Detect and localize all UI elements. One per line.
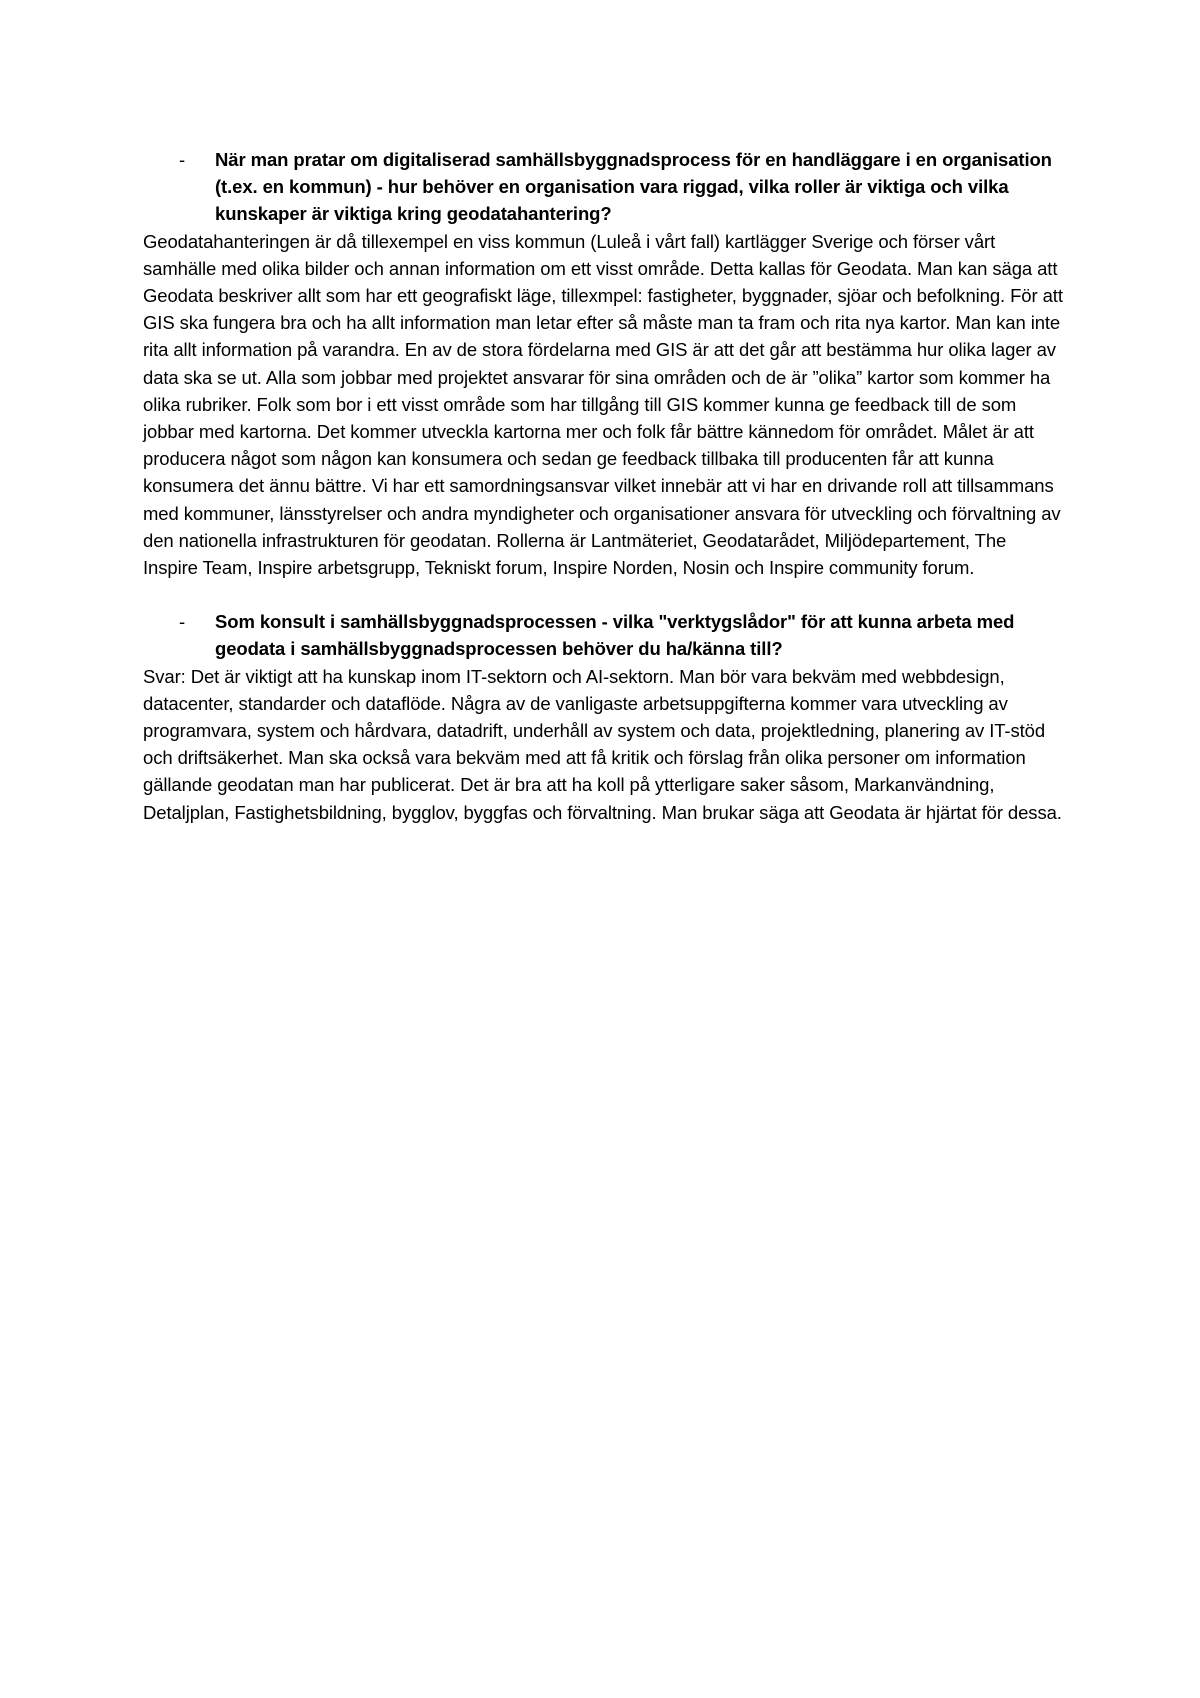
answer-1-paragraph: Geodatahanteringen är då tillexempel en viss kommun (Luleå i vårt fall) kartlägger Sverige och förser vårt samhälle med olika bilder och annan information om ett visst område. Detta kallas för Geodata. Man kan säga att Geodata beskriver allt som har ett geografiskt läge, tillexmpel: fastigheter, byggnader, sjöar och befolkning. För att GIS ska fungera bra och ha allt information man letar efter så måste man ta fram och rita nya kartor. Man kan inte rita allt information på varandra. En av de stora fördelarna med GIS är att det går att bestämma hur olika lager av data ska se ut. Alla som jobbar med projektet ansvarar för sina områden och de är ”olika” kartor som kommer ha olika rubriker. Folk som bor i ett visst område som har tillgång till GIS kommer kunna ge feedback till de som jobbar med kartorna. Det kommer utveckla kartorna mer och folk får bättre kännedom för området. Målet är att producera något som någon kan konsumera och sedan ge feedback tillbaka till producenten får att kunna konsumera det ännu bättre. Vi har ett samordningsansvar vilket innebär att vi har en drivande roll att tillsammans med kommuner, länsstyrelser och andra myndigheter och organisationer ansvara för utveckling och förvaltning av den nationella infrastrukturen för geodatan. Rollerna är Lantmäteriet, Geodatarådet, Miljödepartement, The Inspire Team, Inspire arbetsgrupp, Tekniskt forum, Inspire Norden, Nosin och Inspire community forum. (143, 230, 1063, 579)
question-2-text: Som konsult i samhällsbyggnadsprocessen - vilka "verktygslådor" för att kunna arbeta med geodata i samhällsbyggnadsprocessen behöver du ha/känna till? (215, 611, 1015, 660)
bullet-dash: - (179, 611, 186, 633)
answer-2-paragraph: Svar: Det är viktigt att ha kunskap inom IT-sektorn och AI-sektorn. Man bör vara bekväm med webbdesign, datacenter, standarder och dataflöde. Några av de vanligaste arbetsuppgifterna kommer vara utveckling av programvara, system och hårdvara, datadrift, underhåll av system och data, projektledning, planering av IT-stöd och driftsäkerhet. Man ska också vara bekväm med att få kritik och förslag från olika personer om information gällande geodatan man har publicerat. Det är bra att ha koll på ytterligare saker såsom, Markanvändning, Detaljplan, Fastighetsbildning, bygglov, byggfas och förvaltning. Man brukar säga att Geodata är hjärtat för dessa. (143, 665, 1062, 823)
question-2 (143, 608, 1063, 662)
bullet-dash: - (179, 149, 186, 170)
document-body (143, 146, 1063, 826)
question-1-text: När man pratar om digitaliserad samhällsbyggnadsprocess för en handläggare i en organisation (t.ex. en kommun) - hur behöver en organisation vara riggad, vilka roller är viktiga och vilka kunskaper är viktiga kring geodatahantering? (215, 149, 1052, 225)
question-1 (143, 146, 1063, 228)
paragraph-spacer (143, 581, 1063, 608)
